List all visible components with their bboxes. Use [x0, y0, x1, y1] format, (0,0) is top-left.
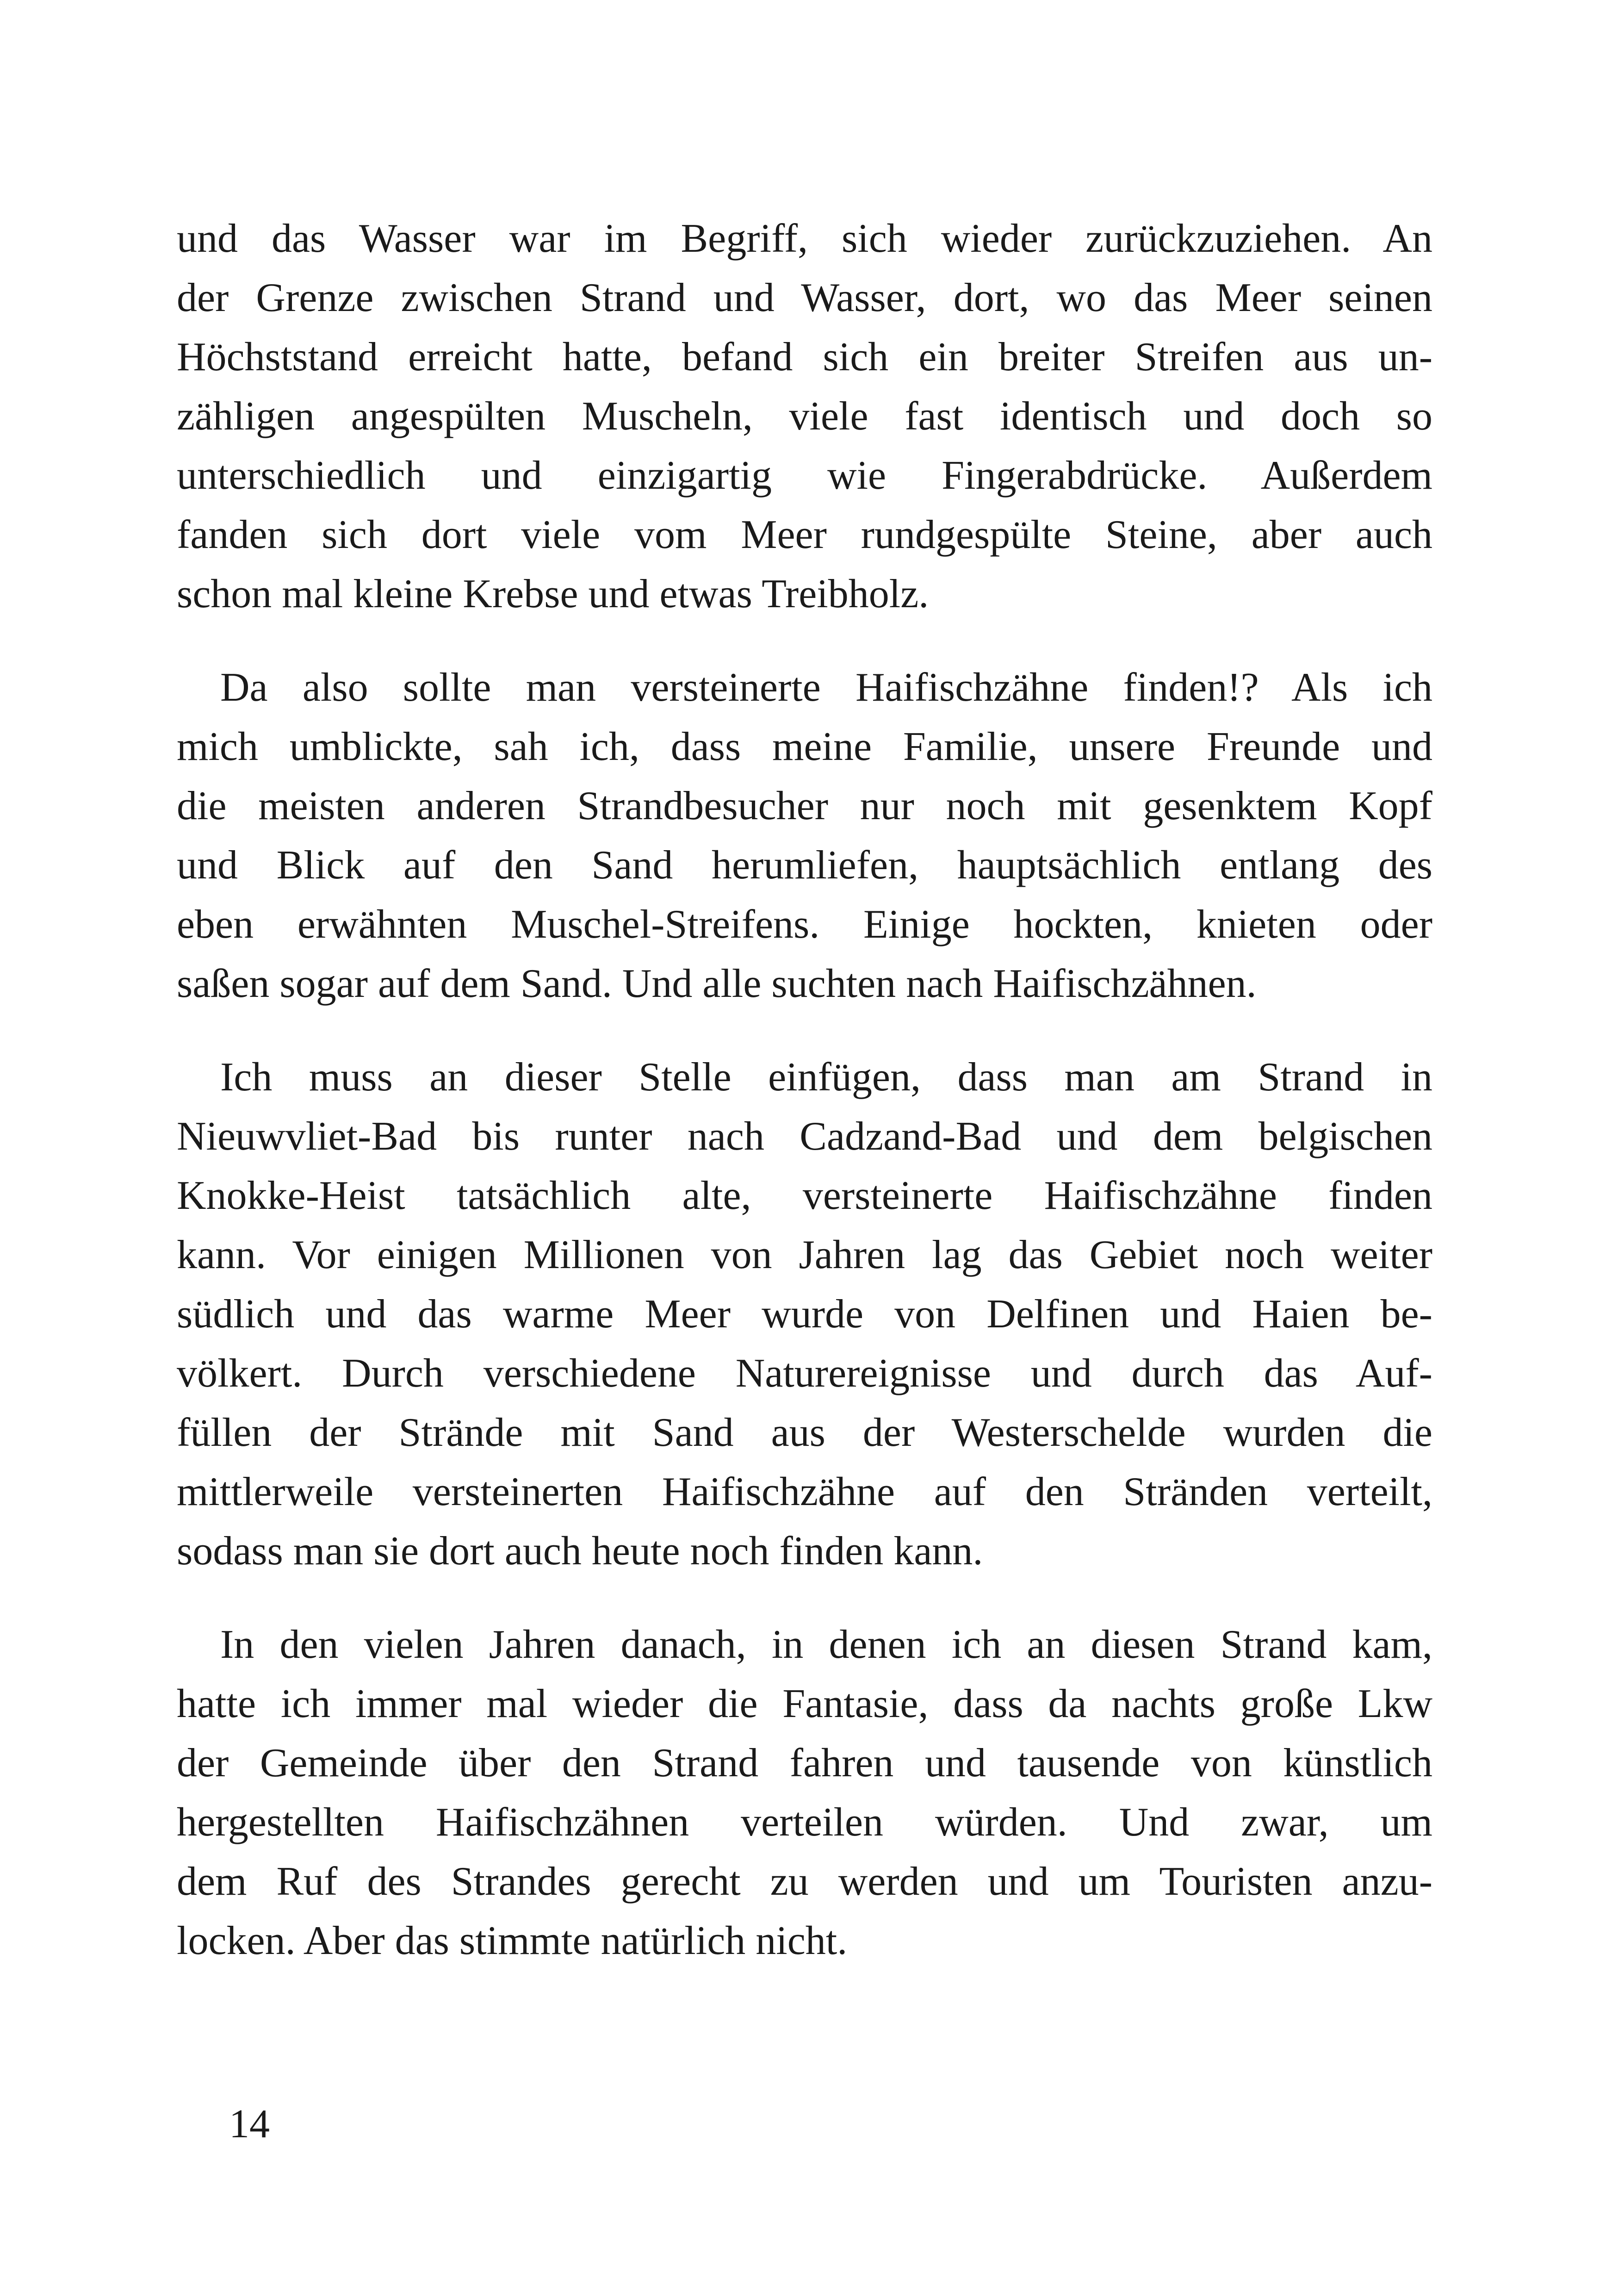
text-line: Nieuwvliet-Bad bis runter nach Cadzand-Bad und dem belgischen [177, 1114, 1432, 1159]
text-line: eben erwähnten Muschel-Streifens. Einige hockten, knieten oder [177, 902, 1432, 947]
text-line: In den vielen Jahren danach, in denen ich an diesen Strand kam, [220, 1622, 1432, 1667]
paragraph-2 [177, 658, 1432, 1014]
paragraph-1 [177, 209, 1432, 624]
text-line: hatte ich immer mal wieder die Fantasie, dass da nachts große Lkw [177, 1681, 1432, 1726]
text-line: locken. Aber das stimmte natürlich nicht. [177, 1918, 848, 1963]
text-line: mich umblickte, sah ich, dass meine Familie, unsere Freunde und [177, 724, 1432, 769]
text-line: und das Wasser war im Begriff, sich wieder zurückzuziehen. An [177, 216, 1432, 261]
text-line: Knokke-Heist tatsächlich alte, versteinerte Haifischzähne finden [177, 1173, 1432, 1218]
text-line: Höchststand erreicht hatte, befand sich ein breiter Streifen aus un- [177, 335, 1432, 380]
page-number: 14 [229, 2102, 270, 2147]
text-line: und Blick auf den Sand herumliefen, hauptsächlich entlang des [177, 843, 1432, 888]
text-line: füllen der Strände mit Sand aus der Westerschelde wurden die [177, 1410, 1432, 1455]
text-line: sodass man sie dort auch heute noch finden kann. [177, 1529, 983, 1574]
text-line: hergestellten Haifischzähnen verteilen würden. Und zwar, um [177, 1800, 1432, 1845]
text-line: völkert. Durch verschiedene Naturereignisse und durch das Auf- [177, 1351, 1432, 1396]
text-line: schon mal kleine Krebse und etwas Treibholz. [177, 572, 929, 616]
text-line: mittlerweile versteinerten Haifischzähne auf den Stränden verteilt, [177, 1469, 1432, 1514]
body-text [177, 209, 1432, 1971]
text-line: zähligen angespülten Muscheln, viele fast identisch und doch so [177, 394, 1432, 439]
text-line: fanden sich dort viele vom Meer rundgespülte Steine, aber auch [177, 512, 1432, 557]
text-line: saßen sogar auf dem Sand. Und alle suchten nach Haifischzähnen. [177, 961, 1257, 1006]
text-line: der Gemeinde über den Strand fahren und tausende von künstlich [177, 1741, 1432, 1786]
text-line: kann. Vor einigen Millionen von Jahren lag das Gebiet noch weiter [177, 1232, 1432, 1277]
paragraph-4 [177, 1615, 1432, 1971]
text-line: der Grenze zwischen Strand und Wasser, dort, wo das Meer seinen [177, 275, 1432, 320]
paragraph-3 [177, 1048, 1432, 1581]
text-line: Da also sollte man versteinerte Haifischzähne finden!? Als ich [220, 665, 1432, 710]
text-line: dem Ruf des Strandes gerecht zu werden und um Touristen anzu- [177, 1859, 1432, 1904]
text-line: südlich und das warme Meer wurde von Delfinen und Haien be- [177, 1292, 1432, 1337]
text-line: Ich muss an dieser Stelle einfügen, dass man am Strand in [220, 1055, 1432, 1100]
text-line: unterschiedlich und einzigartig wie Fingerabdrücke. Außerdem [177, 453, 1432, 498]
text-line: die meisten anderen Strandbesucher nur noch mit gesenktem Kopf [177, 784, 1432, 828]
